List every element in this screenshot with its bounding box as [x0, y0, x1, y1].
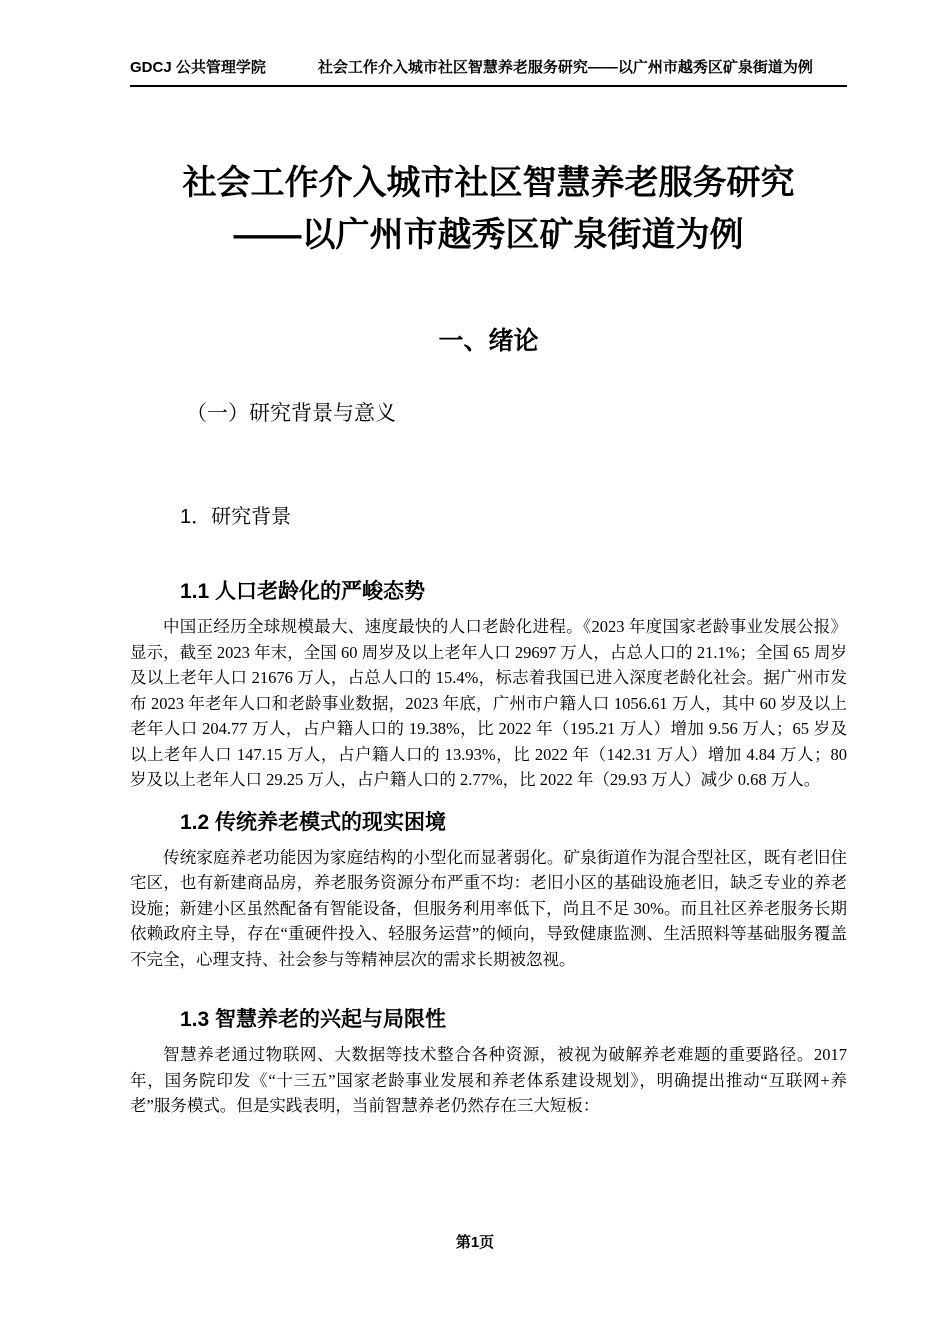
paragraph-1-2: 传统家庭养老功能因为家庭结构的小型化而显著弱化。矿泉街道作为混合型社区，既有老旧住宅区，也有新建商品房，养老服务资源分布严重不均：老旧小区的基础设施老旧，缺乏专业的养老设施；新建小区虽然配备有智能设备，但服务利用率低下，尚且不足 30%。而且社区养老服务长期依赖政府主导，存在“重硬件投入、轻服务运营”的倾向，导致健康监测、生活照料等基础服务覆盖不完全，心理支持、社会参与等精神层次的需求长期被忽视。: [130, 847, 847, 969]
page-number-label: 第1页: [455, 1234, 495, 1251]
document-title-line-1: 社会工作介入城市社区智慧养老服务研究: [182, 164, 795, 202]
paragraph-1-1: 中国正经历全球规模最大、速度最快的人口老龄化进程。《2023 年度国家老龄事业发展公报》显示，截至 2023 年末，全国 60 周岁及以上老年人口 29697 万人，占总人口的 21.1%；全国 65 周岁及以上老年人口 21676 万人，占总人口的 15.4%，标志着我国已进入深度老龄化社会。据广州市发布 2023 年老年人口和老龄事业数据，2023 年底，广州市户籍人口 1056.61 万人，其中 60 岁及以上老年人口 204.77 万人，占户籍人口的 19.38%，比 2022 年（195.21 万人）增加 9.56 万人；65 岁及以上老年人口 147.15 万人，占户籍人口的 13.93%，比 2022 年（142.31 万人）增加 4.84 万人；80 岁及以上老年人口 29.25 万人，占户籍人口的 2.77%，比 2022 年（29.93 万人）减少 0.68 万人。: [130, 617, 848, 789]
topic-heading-1-2: 1.2 传统养老模式的现实困境: [180, 810, 447, 834]
chapter-heading: 一、绪论: [438, 327, 539, 355]
section-heading-background-significance: （一）研究背景与意义: [186, 402, 396, 425]
topic-heading-1-3: 1.3 智慧养老的兴起与局限性: [180, 1008, 447, 1031]
header-school-label: GDCJ 公共管理学院: [130, 59, 266, 76]
paragraph-1-3: 智慧养老通过物联网、大数据等技术整合各种资源，被视为破解养老难题的重要路径。2017 年，国务院印发《“十三五”国家老龄事业发展和养老体系建设规划》，明确提出推动“互联网+养老”服务模式。但是实践表明，当前智慧养老仍然存在三大短板：: [130, 1045, 847, 1115]
page-header: [130, 58, 847, 87]
topic-heading-1-1: 1.1 人口老龄化的严峻态势: [180, 580, 426, 603]
page-footer: [0, 1233, 950, 1253]
document-title: [130, 157, 847, 261]
header-running-title: 社会工作介入城市社区智慧养老服务研究——以广州市越秀区矿泉街道为例: [317, 59, 813, 76]
subsection-heading-research-background: 1．研究背景: [180, 506, 292, 528]
document-title-line-2: ——以广州市越秀区矿泉街道为例: [233, 216, 744, 254]
